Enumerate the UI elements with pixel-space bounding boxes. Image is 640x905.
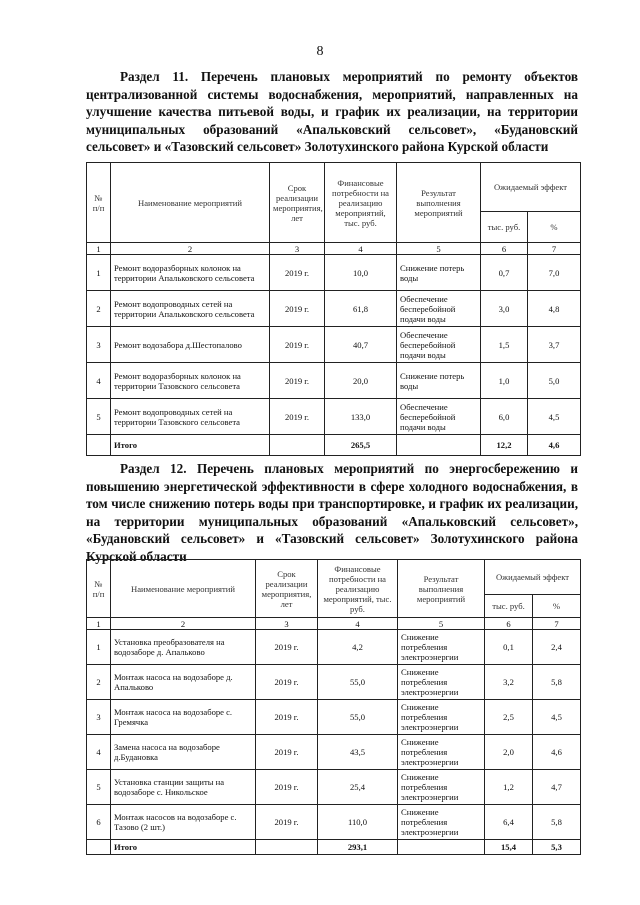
- row-result: Снижение потерь воды: [397, 255, 481, 291]
- header-result: Результат выполнения мероприятий: [398, 560, 485, 618]
- section-12-heading: Раздел 12. Перечень плановых мероприятий по энергосбережению и повышению энергетической эффективности в сфере холодного водоснабжения, в том числе снижению потерь воды при транспортировке, и график их реализации, на территории муниципальных образований «Апальковский сельсовет», «Будановский сельсовет» и «Тазовский сельсовет» Золотухинского района Курской области: [86, 461, 578, 564]
- row-effect-pct: 3,7: [528, 327, 581, 363]
- table-row: [87, 327, 581, 363]
- row-effect-rub: 6,4: [485, 805, 533, 840]
- header-effect-pct: %: [528, 212, 581, 243]
- row-result: Снижение потребления электроэнергии: [398, 630, 485, 665]
- total-label: Итого: [111, 840, 256, 855]
- page-number: 8: [316, 44, 324, 59]
- row-result: Снижение потребления электроэнергии: [398, 665, 485, 700]
- row-finance: 40,7: [325, 327, 397, 363]
- row-finance: 43,5: [318, 735, 398, 770]
- row-term: 2019 г.: [256, 700, 318, 735]
- table-row: [87, 665, 581, 700]
- row-effect-pct: 7,0: [528, 255, 581, 291]
- row-num: 6: [87, 805, 111, 840]
- column-number: 1: [87, 243, 111, 255]
- row-effect-rub: 1,2: [485, 770, 533, 805]
- header-finance: Финансовые потребности на реализацию мероприятий, тыс. руб.: [325, 163, 397, 243]
- total-effect-pct: 4,6: [528, 435, 581, 456]
- total-empty-cell: [398, 840, 485, 855]
- row-result: Снижение потребления электроэнергии: [398, 805, 485, 840]
- column-number: 2: [111, 243, 270, 255]
- header-name: Наименование мероприятий: [111, 163, 270, 243]
- header-effect: Ожидаемый эффект: [481, 163, 581, 212]
- header-term: Срок реализации мероприятия, лет: [270, 163, 325, 243]
- row-term: 2019 г.: [256, 735, 318, 770]
- table-row: [87, 363, 581, 399]
- total-empty-cell: [270, 435, 325, 456]
- row-effect-rub: 3,2: [485, 665, 533, 700]
- table-row: [87, 255, 581, 291]
- column-number: 5: [398, 618, 485, 630]
- row-term: 2019 г.: [256, 630, 318, 665]
- total-row: [87, 435, 581, 456]
- column-number: 3: [256, 618, 318, 630]
- table-row: [87, 770, 581, 805]
- row-name: Монтаж насоса на водозаборе с. Гремячка: [111, 700, 256, 735]
- total-finance: 265,5: [325, 435, 397, 456]
- table-row: [87, 735, 581, 770]
- section-12-table: [86, 559, 581, 855]
- row-effect-rub: 1,5: [481, 327, 528, 363]
- row-effect-pct: 5,0: [528, 363, 581, 399]
- row-name: Ремонт водоразборных колонок на территории Апальковского сельсовета: [111, 255, 270, 291]
- total-empty-cell: [397, 435, 481, 456]
- total-effect-pct: 5,3: [533, 840, 581, 855]
- row-effect-pct: 4,7: [533, 770, 581, 805]
- row-result: Снижение потребления электроэнергии: [398, 770, 485, 805]
- row-effect-rub: 0,7: [481, 255, 528, 291]
- total-row: [87, 840, 581, 855]
- column-number-row: [87, 243, 581, 255]
- row-finance: 55,0: [318, 700, 398, 735]
- total-label: Итого: [111, 435, 270, 456]
- row-term: 2019 г.: [270, 291, 325, 327]
- row-finance: 20,0: [325, 363, 397, 399]
- row-num: 2: [87, 665, 111, 700]
- row-num: 5: [87, 770, 111, 805]
- row-name: Ремонт водопроводных сетей на территории Тазовского сельсовета: [111, 399, 270, 435]
- total-empty-cell: [256, 840, 318, 855]
- row-effect-pct: 4,5: [528, 399, 581, 435]
- row-result: Снижение потребления электроэнергии: [398, 735, 485, 770]
- row-effect-rub: 6,0: [481, 399, 528, 435]
- table-row: [87, 399, 581, 435]
- section-11-table: [86, 162, 581, 456]
- column-number: 7: [533, 618, 581, 630]
- row-effect-rub: 0,1: [485, 630, 533, 665]
- row-result: Снижение потерь воды: [397, 363, 481, 399]
- header-result: Результат выполнения мероприятий: [397, 163, 481, 243]
- row-effect-pct: 5,8: [533, 805, 581, 840]
- row-effect-rub: 2,5: [485, 700, 533, 735]
- header-name: Наименование мероприятий: [111, 560, 256, 618]
- row-num: 1: [87, 255, 111, 291]
- row-result: Обеспечение бесперебойной подачи воды: [397, 291, 481, 327]
- header-term: Срок реализации мероприятия, лет: [256, 560, 318, 618]
- row-num: 3: [87, 327, 111, 363]
- table-row: [87, 700, 581, 735]
- column-number: 6: [481, 243, 528, 255]
- row-effect-rub: 1,0: [481, 363, 528, 399]
- total-empty-cell: [87, 840, 111, 855]
- header-effect: Ожидаемый эффект: [485, 560, 581, 595]
- row-name: Установка преобразователя на водозаборе д. Апальково: [111, 630, 256, 665]
- column-number: 2: [111, 618, 256, 630]
- row-name: Установка станции защиты на водозаборе с. Никольское: [111, 770, 256, 805]
- row-term: 2019 г.: [270, 363, 325, 399]
- row-finance: 110,0: [318, 805, 398, 840]
- row-name: Монтаж насоса на водозаборе д. Апальково: [111, 665, 256, 700]
- row-name: Ремонт водопроводных сетей на территории Апальковского сельсовета: [111, 291, 270, 327]
- column-number: 4: [325, 243, 397, 255]
- row-term: 2019 г.: [256, 665, 318, 700]
- total-empty-cell: [87, 435, 111, 456]
- row-effect-pct: 4,6: [533, 735, 581, 770]
- row-term: 2019 г.: [256, 770, 318, 805]
- row-num: 1: [87, 630, 111, 665]
- header-effect-rub: тыс. руб.: [485, 595, 533, 618]
- row-term: 2019 г.: [256, 805, 318, 840]
- column-number: 1: [87, 618, 111, 630]
- row-finance: 133,0: [325, 399, 397, 435]
- row-finance: 61,8: [325, 291, 397, 327]
- row-term: 2019 г.: [270, 255, 325, 291]
- row-result: Обеспечение бесперебойной подачи воды: [397, 399, 481, 435]
- table-row: [87, 805, 581, 840]
- section-11-heading: Раздел 11. Перечень плановых мероприятий по ремонту объектов централизованной системы водоснабжения, мероприятий, направленных на улучшение качества питьевой воды, и график их реализации, на территории муниципальных образований «Апальковский сельсовет», «Будановский сельсовет» и «Тазовский сельсовет» Золотухинского района Курской области: [86, 69, 578, 154]
- row-term: 2019 г.: [270, 399, 325, 435]
- header-effect-rub: тыс. руб.: [481, 212, 528, 243]
- column-number: 7: [528, 243, 581, 255]
- total-effect-rub: 12,2: [481, 435, 528, 456]
- row-name: Ремонт водозабора д.Шестопалово: [111, 327, 270, 363]
- row-effect-pct: 2,4: [533, 630, 581, 665]
- row-num: 3: [87, 700, 111, 735]
- row-result: Обеспечение бесперебойной подачи воды: [397, 327, 481, 363]
- row-result: Снижение потребления электроэнергии: [398, 700, 485, 735]
- header-finance: Финансовые потребности на реализацию мероприятий, тыс. руб.: [318, 560, 398, 618]
- row-effect-rub: 3,0: [481, 291, 528, 327]
- header-num: № п/п: [87, 163, 111, 243]
- total-effect-rub: 15,4: [485, 840, 533, 855]
- row-num: 4: [87, 735, 111, 770]
- row-num: 4: [87, 363, 111, 399]
- row-name: Монтаж насосов на водозаборе с. Тазово (2 шт.): [111, 805, 256, 840]
- row-finance: 25,4: [318, 770, 398, 805]
- row-finance: 55,0: [318, 665, 398, 700]
- row-effect-pct: 5,8: [533, 665, 581, 700]
- row-num: 2: [87, 291, 111, 327]
- row-term: 2019 г.: [270, 327, 325, 363]
- total-finance: 293,1: [318, 840, 398, 855]
- column-number: 4: [318, 618, 398, 630]
- row-num: 5: [87, 399, 111, 435]
- column-number: 5: [397, 243, 481, 255]
- column-number: 6: [485, 618, 533, 630]
- row-finance: 10,0: [325, 255, 397, 291]
- row-name: Ремонт водоразборных колонок на территории Тазовского сельсовета: [111, 363, 270, 399]
- column-number: 3: [270, 243, 325, 255]
- row-finance: 4,2: [318, 630, 398, 665]
- table-row: [87, 630, 581, 665]
- header-effect-pct: %: [533, 595, 581, 618]
- header-num: № п/п: [87, 560, 111, 618]
- row-effect-pct: 4,5: [533, 700, 581, 735]
- column-number-row: [87, 618, 581, 630]
- row-effect-rub: 2,0: [485, 735, 533, 770]
- row-name: Замена насоса на водозаборе д.Будановка: [111, 735, 256, 770]
- table-row: [87, 291, 581, 327]
- row-effect-pct: 4,8: [528, 291, 581, 327]
